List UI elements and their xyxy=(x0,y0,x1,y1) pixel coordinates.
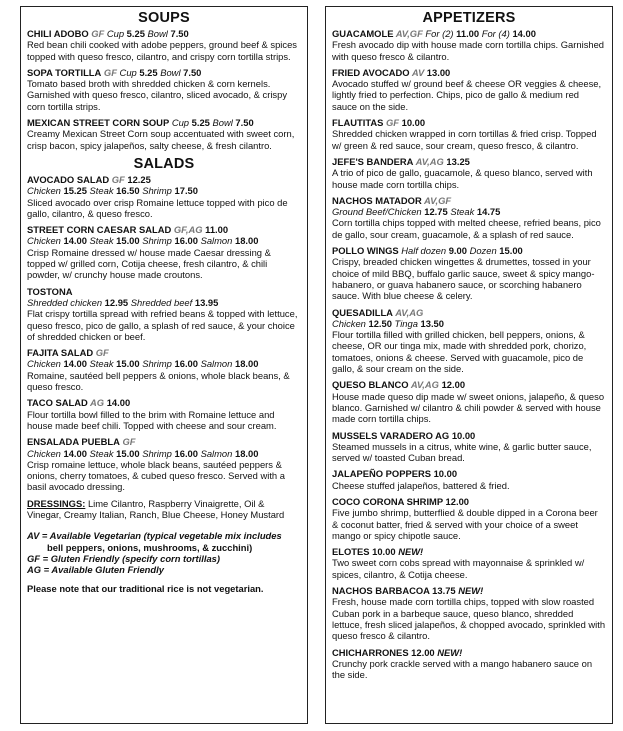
price-part: 12.00 xyxy=(442,495,470,507)
price-part: 14.00 xyxy=(60,447,90,459)
item-name: FAJITA SALAD xyxy=(27,347,94,359)
price-part: Shrimp xyxy=(142,358,172,370)
price-part: 16.00 xyxy=(171,447,201,459)
item-description: Fresh, house made corn tortilla chips, topped with slow roasted Cuban pork in a barbeque sauce, queso blanco, shredded lettuce, fresh sliced jalapeños, & chopped avocado, sprinkled with queso fresco & cilantro. xyxy=(332,596,606,642)
salad-item xyxy=(27,286,301,342)
price-part: 15.00 xyxy=(113,358,143,370)
price-part: 10.00 xyxy=(369,546,399,558)
item-description: House made queso dip made w/ sweet onions, jalapeño, & queso blanco. Garnished w/ cilantro & chili powder & served with house made corn tortilla chips. xyxy=(332,390,605,425)
item-description: Romaine, sautéed bell peppers & onions, whole black beans, & queso fresco. xyxy=(27,369,290,393)
appetizer-item xyxy=(332,156,606,190)
price-part: 10.00 xyxy=(399,117,426,129)
item-header xyxy=(27,436,301,447)
price-part: 16.50 xyxy=(113,185,143,197)
price-part: Steak xyxy=(450,206,475,218)
appetizer-item xyxy=(332,647,606,681)
price-part: Ground Beef/Chicken xyxy=(332,206,422,218)
appetizer-item xyxy=(332,307,606,375)
price-part: 15.00 xyxy=(496,245,523,257)
item-header xyxy=(332,245,606,256)
item-header xyxy=(332,156,606,167)
item-header xyxy=(332,468,606,479)
price-part: 13.75 xyxy=(429,585,459,597)
item-name: JEFE'S BANDERA xyxy=(332,155,414,167)
price-part: 7.50 xyxy=(180,66,202,78)
price-part: AG 10.00 xyxy=(432,429,476,441)
salad-item xyxy=(27,174,301,219)
appetizer-item xyxy=(332,585,606,641)
diet-tags: AV,AG xyxy=(413,155,444,167)
price-part: Shrimp xyxy=(142,235,172,247)
item-options xyxy=(27,185,301,196)
diet-tags: AV,GF xyxy=(393,28,423,39)
diet-tags: AV,GF xyxy=(421,194,452,206)
diet-tags: GF xyxy=(88,28,105,39)
diet-tags: AG xyxy=(87,397,105,409)
new-badge: NEW! xyxy=(398,546,424,558)
price-part: 18.00 xyxy=(232,358,259,370)
item-description: Red bean chili cooked with adobe peppers, ground beef & spices topped with queso fresco, cilantro, and crispy corn tortilla strips. xyxy=(27,39,297,62)
appetizer-item xyxy=(332,430,606,464)
price-part: 5.25 xyxy=(136,66,161,78)
item-name: CHILI ADOBO xyxy=(27,28,89,39)
price-part: 7.50 xyxy=(167,28,189,39)
appetizers-heading: APPETIZERS xyxy=(422,10,516,26)
appetizer-item xyxy=(332,28,606,62)
new-badge: NEW! xyxy=(458,585,484,597)
item-name: TOSTONA xyxy=(27,285,73,297)
price-part: Steak xyxy=(89,447,114,459)
price-part: Cup xyxy=(171,117,190,129)
item-header xyxy=(27,397,301,408)
price-part: 11.00 xyxy=(453,28,482,39)
item-name: JALAPEÑO POPPERS xyxy=(332,468,431,480)
appetizer-item xyxy=(332,117,606,151)
legend-av: AV = Available Vegetarian (typical vegetable mix includes xyxy=(27,530,282,542)
price-part: 12.50 xyxy=(365,317,395,329)
price-part: Steak xyxy=(89,235,114,247)
item-name: NACHOS MATADOR xyxy=(332,194,422,206)
item-header xyxy=(332,195,606,206)
item-description: Crispy, breaded chicken wingettes & drumettes, tossed in your choice of mild BBQ, buffalo garlic sauce, sweet & spicy mango-habanero, or guava habanero sauce, or scorching habanero sauce. With blue cheese & celery. xyxy=(332,256,595,302)
item-name: GUACAMOLE xyxy=(332,28,394,39)
left-menu-column xyxy=(20,6,308,724)
legend-av-detail: bell peppers, onions, mushrooms, & zucchini) xyxy=(47,541,253,553)
item-name: NACHOS BARBACOA xyxy=(332,585,430,597)
legend-ag: AG = Available Gluten Friendly xyxy=(27,564,164,576)
salad-item xyxy=(27,347,301,392)
price-part: For (4) xyxy=(481,28,510,39)
item-options xyxy=(27,358,301,369)
appetizers-list xyxy=(332,28,606,680)
item-name: STREET CORN CAESAR SALAD xyxy=(27,224,172,236)
diet-tags: AV,AG xyxy=(408,379,439,391)
price-part: 5.25 xyxy=(124,28,148,39)
item-description: Flour tortilla filled with grilled chicken, bell peppers, onions, & cheese, OR our tinga mix, made with shredded pork, chorizo, tomatoes, onions & cheese. Served with guacamole, pico de gallo, & sour cream on the side. xyxy=(332,329,587,375)
salad-item xyxy=(27,224,301,280)
item-price: 11.00 xyxy=(202,224,229,236)
price-part: For (2) xyxy=(422,28,454,39)
price-part: Bowl xyxy=(147,28,168,39)
item-options xyxy=(332,206,606,217)
item-description: A trio of pico de gallo, guacamole, & queso blanco, served with house made corn tortilla chips. xyxy=(332,167,593,190)
price-part: 5.25 xyxy=(189,117,213,129)
item-header xyxy=(27,286,301,297)
item-header xyxy=(332,585,606,596)
price-part: 18.00 xyxy=(232,235,259,247)
appetizer-item xyxy=(332,496,606,541)
price-part: 7.50 xyxy=(232,117,254,129)
appetizer-item xyxy=(332,245,606,301)
soups-heading: SOUPS xyxy=(138,10,190,26)
new-badge: NEW! xyxy=(437,646,463,658)
price-part: Shrimp xyxy=(142,447,172,459)
dressings xyxy=(27,498,301,521)
item-description: Flour tortilla bowl filled to the brim with Romaine lettuce and house made beef chili. Topped with cheese and sour cream. xyxy=(27,408,277,431)
item-description: Cheese stuffed jalapeños, battered & fried. xyxy=(332,479,510,491)
price-part: 12.75 xyxy=(421,206,451,218)
item-description: Crisp Romaine dressed w/ house made Caesar dressing & topped w/ grilled corn, Cotija cheese, fresh cilantro, & chili powder, w/ crunchy house made croutons. xyxy=(27,246,271,281)
diet-tags: GF xyxy=(101,66,117,78)
price-part: 12.95 xyxy=(102,296,131,308)
price-part: 16.00 xyxy=(171,235,201,247)
item-options xyxy=(27,297,301,308)
price-part: 14.00 xyxy=(60,358,90,370)
price-part: 13.00 xyxy=(424,66,451,78)
item-description: Sliced avocado over crisp Romaine lettuce topped with pico de gallo, cilantro, & queso fresco. xyxy=(27,196,288,219)
item-header xyxy=(27,28,301,39)
item-header xyxy=(332,28,606,39)
item-name: COCO CORONA SHRIMP xyxy=(332,495,443,507)
item-header xyxy=(27,117,301,128)
salad-item xyxy=(27,397,301,431)
price-part: Chicken xyxy=(27,447,61,459)
item-header xyxy=(27,224,301,235)
diet-tags: GF,AG xyxy=(171,224,203,236)
price-part: Half dozen xyxy=(398,245,447,257)
price-part: Dozen xyxy=(469,245,497,257)
price-part: Shrimp xyxy=(142,185,172,197)
price-part: 13.95 xyxy=(192,296,219,308)
price-part: 16.00 xyxy=(171,358,201,370)
price-part: 14.00 xyxy=(509,28,536,39)
price-part: Bowl xyxy=(212,117,233,129)
item-description: Corn tortilla chips topped with melted cheese, refried beans, pico de gallo, sour cream, guacamole, & a splash of red sauce. xyxy=(332,217,601,240)
price-part: Cup xyxy=(106,28,125,39)
item-options xyxy=(27,235,301,246)
price-part: Chicken xyxy=(27,235,61,247)
item-header xyxy=(27,347,301,358)
price-part: 9.00 xyxy=(446,245,470,257)
price-part: 12.00 xyxy=(408,646,438,658)
item-options xyxy=(332,318,606,329)
item-name: QUESADILLA xyxy=(332,306,393,318)
diet-tags: AV xyxy=(409,66,425,78)
price-part: Bowl xyxy=(160,66,181,78)
price-part: 13.50 xyxy=(417,317,444,329)
item-options xyxy=(27,448,301,459)
price-part: Steak xyxy=(89,358,114,370)
item-description: Tomato based broth with shredded chicken & corn kernels. Garnished with queso fresco, cilantro, sliced avocado, & crispy corn tortilla strips. xyxy=(27,78,288,112)
item-name: MEXICAN STREET CORN SOUP xyxy=(27,117,170,129)
item-header xyxy=(27,67,301,78)
item-price: 12.25 xyxy=(124,173,151,185)
soup-item xyxy=(27,67,301,112)
item-name: ELOTES xyxy=(332,546,370,558)
salads-list xyxy=(27,174,301,493)
price-part: 15.25 xyxy=(60,185,90,197)
price-part: 15.00 xyxy=(113,235,143,247)
right-menu-column xyxy=(325,6,613,724)
price-part: Tinga xyxy=(394,317,418,329)
diet-tags: AV,AG xyxy=(392,306,424,318)
item-name: POLLO WINGS xyxy=(332,245,399,257)
dressings-list: Lime Cilantro, Raspberry Vinaigrette, Oil & Vinegar, Creamy Italian, Ranch, Blue Cheese, Honey Mustard xyxy=(27,497,285,520)
diet-tags: GF xyxy=(109,173,125,185)
price-part: Salmon xyxy=(200,235,233,247)
item-header xyxy=(332,67,606,78)
price-part: 14.00 xyxy=(60,235,90,247)
diet-tags: GF xyxy=(93,347,109,359)
price-part: Chicken xyxy=(27,358,61,370)
item-description: Fresh avocado dip with house made corn tortilla chips. Garnished with queso fresco & cilantro. xyxy=(332,39,605,62)
price-part: 12.00 xyxy=(438,379,466,391)
item-header xyxy=(332,496,606,507)
item-header xyxy=(332,546,606,557)
item-description: Five jumbo shrimp, butterflied & double dipped in a Corona beer & coconut batter, fried & served with your choice of a sweet mango or spicy chipotle sauce. xyxy=(332,507,598,541)
diet-tags: GF xyxy=(383,117,400,129)
price-part: Chicken xyxy=(332,317,366,329)
item-name: FLAUTITAS xyxy=(332,117,384,129)
item-description: Two sweet corn cobs spread with mayonnaise & sprinkled w/ spices, cilantro, & Cotija cheese. xyxy=(332,557,585,580)
item-price: 14.00 xyxy=(104,397,131,409)
item-name: FRIED AVOCADO xyxy=(332,66,410,78)
item-name: QUESO BLANCO xyxy=(332,379,409,391)
price-part: Salmon xyxy=(200,358,233,370)
price-part: 18.00 xyxy=(232,447,259,459)
dressings-label: DRESSINGS: xyxy=(27,497,86,509)
price-part: 17.50 xyxy=(171,185,198,197)
soups-list xyxy=(27,28,301,151)
rice-note: Please note that our traditional rice is not vegetarian. xyxy=(27,583,264,595)
price-part: Salmon xyxy=(200,447,233,459)
item-description: Flat crispy tortilla spread with refried beans & topped with lettuce, queso fresco, pico de gallo, a splash of red sauce, & your choice of shredded chicken or beef. xyxy=(27,308,298,342)
item-name: TACO SALAD xyxy=(27,397,88,409)
soup-item xyxy=(27,28,301,62)
item-header xyxy=(332,117,606,128)
price-part: Chicken xyxy=(27,185,61,197)
price-part: Shredded chicken xyxy=(27,296,103,308)
appetizer-item xyxy=(332,546,606,580)
appetizer-item xyxy=(332,195,606,240)
legend-gf: GF = Gluten Friendly (specify corn tortillas) xyxy=(27,552,221,564)
item-name: AVOCADO SALAD xyxy=(27,173,110,185)
price-part: 14.75 xyxy=(474,206,501,218)
diet-tags: GF xyxy=(119,436,136,448)
item-header xyxy=(332,307,606,318)
item-name: MUSSELS VARADERO xyxy=(332,429,433,441)
price-part: 15.00 xyxy=(113,447,143,459)
item-description: Steamed mussels in a citrus, white wine, & garlic butter sauce, served w/ toasted Cuban bread. xyxy=(332,440,592,464)
appetizer-item xyxy=(332,468,606,491)
item-description: Avocado stuffed w/ ground beef & cheese OR veggies & cheese, lightly fried to perfection. Chips, pico de gallo & medium red sauce on the side. xyxy=(332,78,602,112)
price-part: 13.25 xyxy=(443,155,470,167)
price-part: Steak xyxy=(89,185,114,197)
price-part: Cup xyxy=(119,66,137,78)
appetizer-item xyxy=(332,379,606,424)
item-header xyxy=(27,174,301,185)
salads-heading: SALADS xyxy=(133,155,195,172)
soup-item xyxy=(27,117,301,151)
item-name: SOPA TORTILLA xyxy=(27,66,102,78)
item-description: Crisp romaine lettuce, whole black beans, sautéed peppers & onions, cherry tomatoes, & cubed queso fresco. Served with a basil avocado dressing. xyxy=(27,458,285,493)
item-description: Creamy Mexican Street Corn soup accentuated with sweet corn, crisp bacon, spicy jalapeños, salty cheese, & fresh cilantro. xyxy=(27,128,295,151)
item-name: ENSALADA PUEBLA xyxy=(27,436,120,448)
price-part: 10.00 xyxy=(430,468,458,480)
item-name: CHICHARRONES xyxy=(332,646,409,658)
legend xyxy=(27,530,301,575)
item-header xyxy=(332,430,606,441)
salad-item xyxy=(27,436,301,492)
appetizer-item xyxy=(332,67,606,112)
item-description: Crunchy pork crackle served with a mango habanero sauce on the side. xyxy=(332,657,593,681)
price-part: Shredded beef xyxy=(130,296,193,308)
item-description: Shredded chicken wrapped in corn tortillas & fried crisp. Topped w/ green & red sauce, sour cream, queso fresco, & cilantro. xyxy=(332,128,597,151)
item-header xyxy=(332,647,606,658)
item-header xyxy=(332,379,606,390)
